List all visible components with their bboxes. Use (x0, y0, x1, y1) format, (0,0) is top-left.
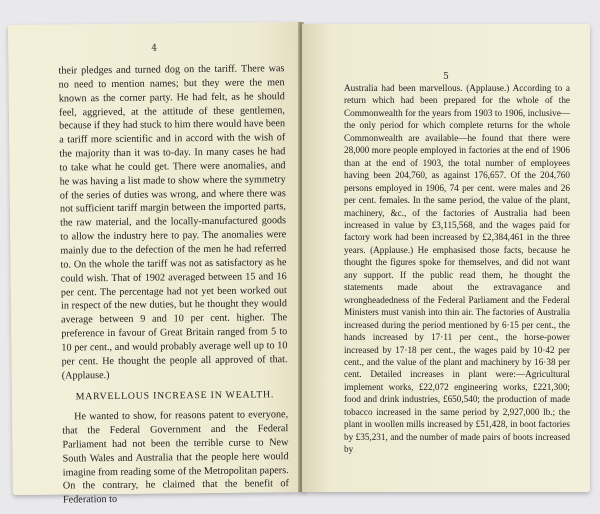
paragraph: He wanted to show, for reasons patent to everyone, that the Federal Government and the Federal Parliament had not been the terrible curse to New South Wales and Australia that the people here would imagine from reading some of the Metropolitan papers. On the contrary, he claimed that the benefit of Federation to (62, 409, 289, 506)
left-page-text (58, 62, 289, 507)
right-page-text (344, 82, 570, 456)
page-number-left: 4 (151, 43, 158, 54)
section-heading: MARVELLOUS INCREASE IN WEALTH. (75, 389, 275, 403)
page-number-right: 5 (443, 72, 449, 82)
paragraph: Australia had been marvellous. (Applause.) According to a return which had been prepared for the whole of the Commonwealth for the years from 1903 to 1906, inclusive—the only period for which complete returns for the whole Commonwealth are available—he found that there were 28,000 more people employed in factories at the end of 1906 than at the end of 1903, the total number of employees having been 204,760, as against 176,657. Of the 204,760 persons employed in 1906, 74 per cent. were males and 26 per cent. females. In the same period, the value of the plant, machinery, &c., of the factories of Australia had been increased in value by £3,115,568, and the wages paid for factory work had been increased by £2,384,461 in the three years. (Applause.) He emphasised those facts, because he thought the figures spoke for themselves, and did not want any support. If the public read them, he thought the statements made about the extravagance and wrongheadedness of the Federal Parliament and the Federal Ministers must vanish into thin air. The factories of Australia increased during the period mentioned by 6·15 per cent., the hands increased by 17·11 per cent., the horse-power increased by 17·18 per cent., the wages paid by 10·42 per cent., and the value of the plant and machinery by 16·38 per cent. Detailed increases in plant were:—Agricultural implement works, £22,072 engineering works, £221,300; food and drink industries, £650,540; the production of made tobacco increased in the same period by 2,927,000 lb.; the plant in woollen mills increased by £51,428, in boot factories by £35,231, and the number of made pairs of boots increased by (344, 83, 570, 455)
paragraph: their pledges and turned dog on the tariff. There was no need to mention names; but they were the men known as the corner party. He had felt, as he should feel, aggrieved, at the attitude of these gentlemen, because if they had stuck to him there would have been a tariff more scientific and in accord with the wish of the majority than it was to-day. In many cases he had to take what he could get. There were anomalies, and he was having a list made to show where the symmetry of the series of duties was wrong, and where there was not sufficient tariff margin between the imported parts, the raw material, and the locally-manufactured goods to allow the industry here to pay. The anomalies were mainly due to the defection of the men he had referred to. On the whole the tariff was not as satisfactory as he could wish. That of 1902 averaged between 15 and 16 per cent. The percentage had not yet been worked out in respect of the new duties, but he thought they would average between 9 and 10 per cent. higher. The preference in favour of Great Britain ranged from 5 to 10 per cent., and would probably average well up to 10 per cent. He thought the people all approved of that. (Applause.) (58, 63, 288, 382)
open-booklet (8, 22, 593, 504)
right-page (302, 24, 590, 492)
left-page (8, 22, 305, 506)
